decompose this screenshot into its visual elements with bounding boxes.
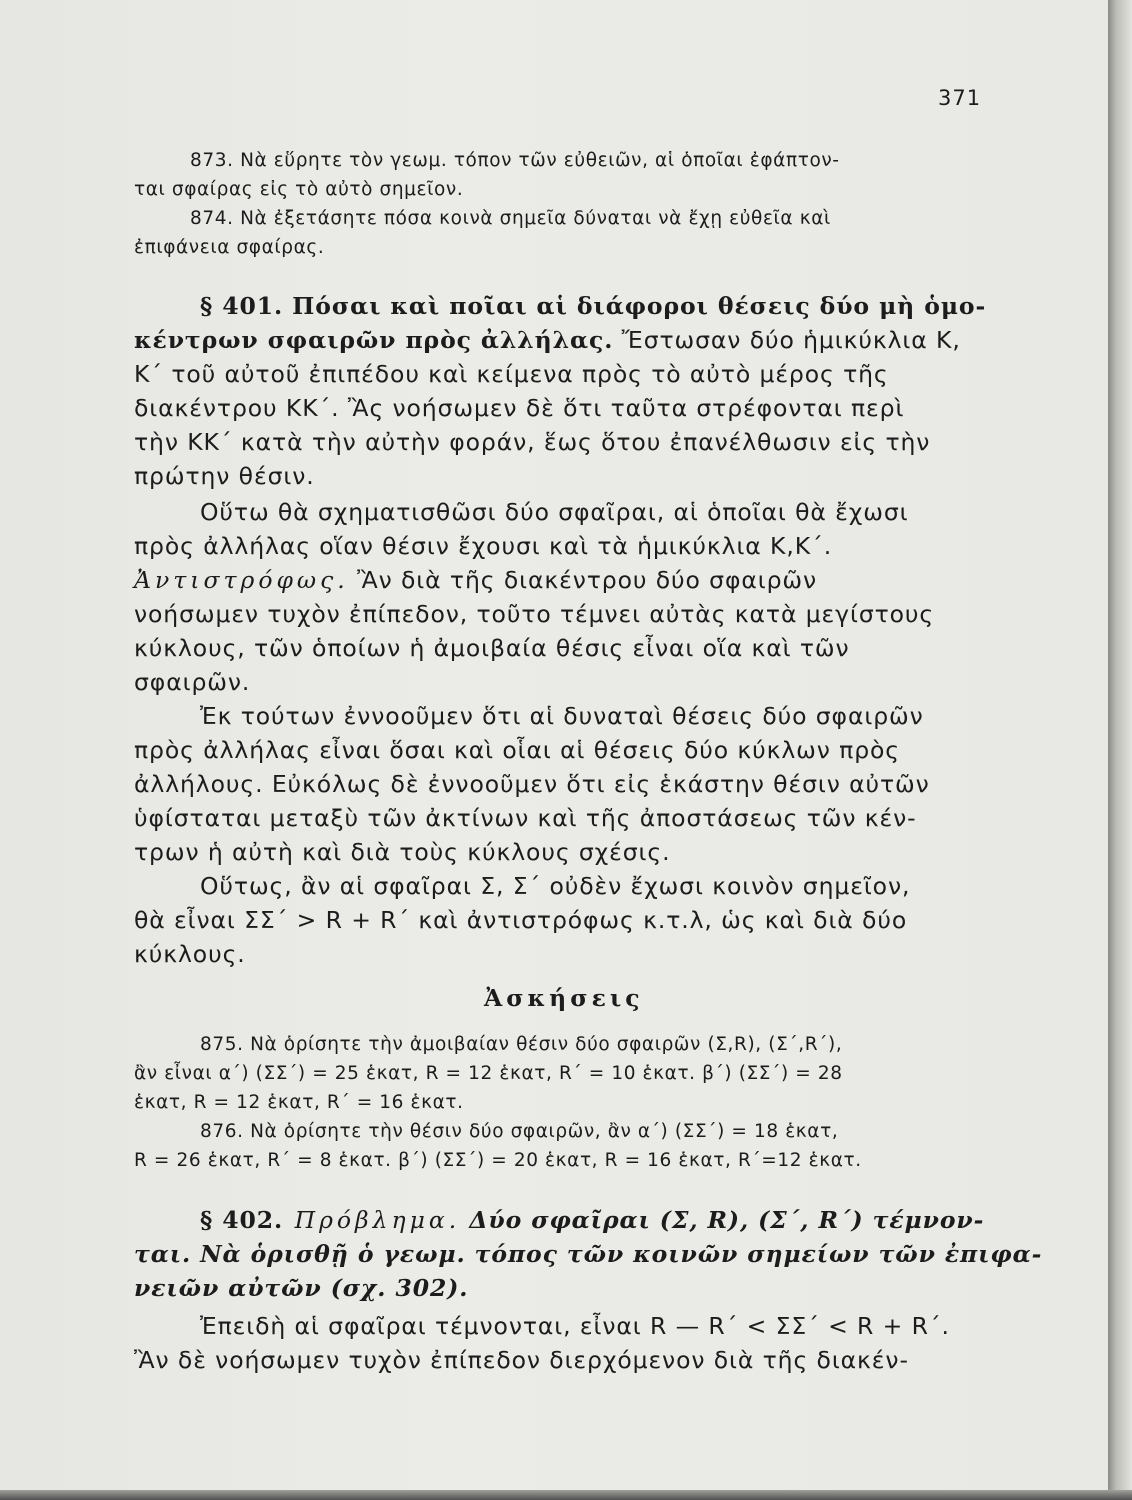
paragraph-5-line-1: Οὕτως, ἂν αἱ σφαῖραι Σ, Σ΄ οὐδὲν ἔχωσι κοινὸν σημεῖον, (200, 872, 911, 900)
paragraph-3-line-4: σφαιρῶν. (134, 668, 251, 696)
paragraph-3-line-2: νοήσωμεν τυχὸν ἐπίπεδον, τοῦτο τέμνει αὐτὰς κατὰ μεγίστους (134, 600, 935, 628)
paragraph-6-line-2: Ἂν δὲ νοήσωμεν τυχὸν ἐπίπεδον διερχόμενον διὰ τῆς διακέν- (134, 1346, 909, 1374)
exercise-876-line-1: 876. Νὰ ὁρίσητε τὴν θέσιν δύο σφαιρῶν, ἂν α΄) (ΣΣ΄) = 18 ἑκατ, (200, 1121, 839, 1142)
paragraph-4-line-4: ὑφίσταται μεταξὺ τῶν ἀκτίνων καὶ τῆς ἀποστάσεως τῶν κέν- (134, 804, 917, 832)
problem-label: Πρόβλημα. (283, 1206, 461, 1234)
section-401-text-line-2: Ἔστωσαν δύο ἡμικύκλια Κ, (613, 326, 961, 354)
page-number: 371 (938, 86, 982, 110)
section-401-line-5: τὴν ΚΚ΄ κατὰ τὴν αὐτὴν φοράν, ἕως ὅτου ἐπανέλθωσιν εἰς τὴν (134, 428, 931, 456)
section-402-statement-line-3: νειῶν αὐτῶν (σχ. 302). (134, 1274, 469, 1302)
exercise-873-line-1: 873. Νὰ εὕρητε τὸν γεωμ. τόπον τῶν εὐθειῶν, αἱ ὁποῖαι ἐφάπτον- (190, 150, 840, 171)
paragraph-4-line-1: Ἐκ τούτων ἐννοοῦμεν ὅτι αἱ δυναταὶ θέσεις δύο σφαιρῶν (200, 702, 924, 730)
exercise-874-line-2: ἐπιφάνεια σφαίρας. (134, 237, 325, 258)
page-bottom-shadow (0, 1490, 1132, 1500)
section-401-line-3: Κ΄ τοῦ αὐτοῦ ἐπιπέδου καὶ κείμενα πρὸς τὸ αὐτὸ μέρος τῆς (134, 360, 889, 388)
paragraph-3-text-line-1: Ἂν διὰ τῆς διακέντρου δύο σφαιρῶν (348, 566, 818, 594)
section-402-statement-line-2: ται. Νὰ ὁρισθῇ ὁ γεωμ. τόπος τῶν κοινῶν σημείων τῶν ἐπιφα- (134, 1240, 1043, 1268)
exercise-875-line-3: ἑκατ, R = 12 ἑκατ, R΄ = 16 ἑκατ. (134, 1092, 464, 1113)
section-402-line-1 (200, 1206, 984, 1234)
paragraph-2-line-2: πρὸς ἀλλήλας οἵαν θέσιν ἔχουσι καὶ τὰ ἡμικύκλια Κ,Κ΄. (134, 532, 833, 560)
section-402-statement-line-1: Δύο σφαῖραι (Σ, R), (Σ΄, R΄) τέμνον- (460, 1206, 985, 1234)
paragraph-4-line-2: πρὸς ἀλλήλας εἶναι ὅσαι καὶ οἷαι αἱ θέσεις δύο κύκλων πρὸς (134, 736, 900, 764)
paragraph-5-line-3: κύκλους. (134, 940, 246, 968)
paragraph-3-line-1 (134, 566, 817, 594)
section-401-line-2 (134, 326, 961, 354)
paragraph-4-line-5: τρων ἡ αὐτὴ καὶ διὰ τοὺς κύκλους σχέσις. (134, 838, 671, 866)
exercise-876-line-2: R = 26 ἑκατ, R΄ = 8 ἑκατ. β΄) (ΣΣ΄) = 20 ἑκατ, R = 16 ἑκατ, R΄=12 ἑκατ. (134, 1150, 862, 1171)
paragraph-5-line-2: θὰ εἶναι ΣΣ΄ > R + R΄ καὶ ἀντιστρόφως κ.τ.λ, ὡς καὶ διὰ δύο (134, 906, 908, 934)
exercise-873-line-2: ται σφαίρας εἰς τὸ αὐτὸ σημεῖον. (134, 179, 464, 200)
paragraph-4-line-3: ἀλλήλους. Εὐκόλως δὲ ἐννοοῦμεν ὅτι εἰς ἑκάστην θέσιν αὐτῶν (134, 770, 930, 798)
paragraph-6-line-1: Ἐπειδὴ αἱ σφαῖραι τέμνονται, εἶναι R — R΄ < ΣΣ΄ < R + R΄. (200, 1312, 950, 1340)
exercises-heading: Ἀσκήσεις (484, 984, 644, 1012)
paragraph-2-line-1: Οὕτω θὰ σχηματισθῶσι δύο σφαῖραι, αἱ ὁποῖαι θὰ ἔχωσι (200, 498, 909, 526)
section-402-number: § 402. (200, 1206, 284, 1234)
section-401-line-6: πρώτην θέσιν. (134, 462, 315, 490)
section-401-line-4: διακέντρου ΚΚ΄. Ἂς νοήσωμεν δὲ ὅτι ταῦτα στρέφονται περὶ (134, 394, 905, 422)
exercise-875-line-2: ἂν εἶναι α΄) (ΣΣ΄) = 25 ἑκατ, R = 12 ἑκατ, R΄ = 10 ἑκατ. β΄) (ΣΣ΄) = 28 (134, 1063, 843, 1084)
section-401-heading-line-2: κέντρων σφαιρῶν πρὸς ἀλλήλας. (134, 326, 614, 354)
converse-label: Ἀντιστρόφως. (134, 566, 349, 594)
exercise-875-line-1: 875. Νὰ ὁρίσητε τὴν ἀμοιβαίαν θέσιν δύο σφαιρῶν (Σ,R), (Σ΄,R΄), (200, 1034, 843, 1055)
section-401-heading-line-1: § 401. Πόσαι καὶ ποῖαι αἱ διάφοροι θέσεις δύο μὴ ὁμο- (200, 292, 987, 320)
exercise-874-line-1: 874. Νὰ ἐξετάσητε πόσα κοινὰ σημεῖα δύναται νὰ ἔχῃ εὐθεῖα καὶ (190, 208, 831, 229)
paragraph-3-line-3: κύκλους, τῶν ὁποίων ἡ ἀμοιβαία θέσις εἶναι οἵα καὶ τῶν (134, 634, 850, 662)
page-edge-shadow (1108, 0, 1132, 1500)
